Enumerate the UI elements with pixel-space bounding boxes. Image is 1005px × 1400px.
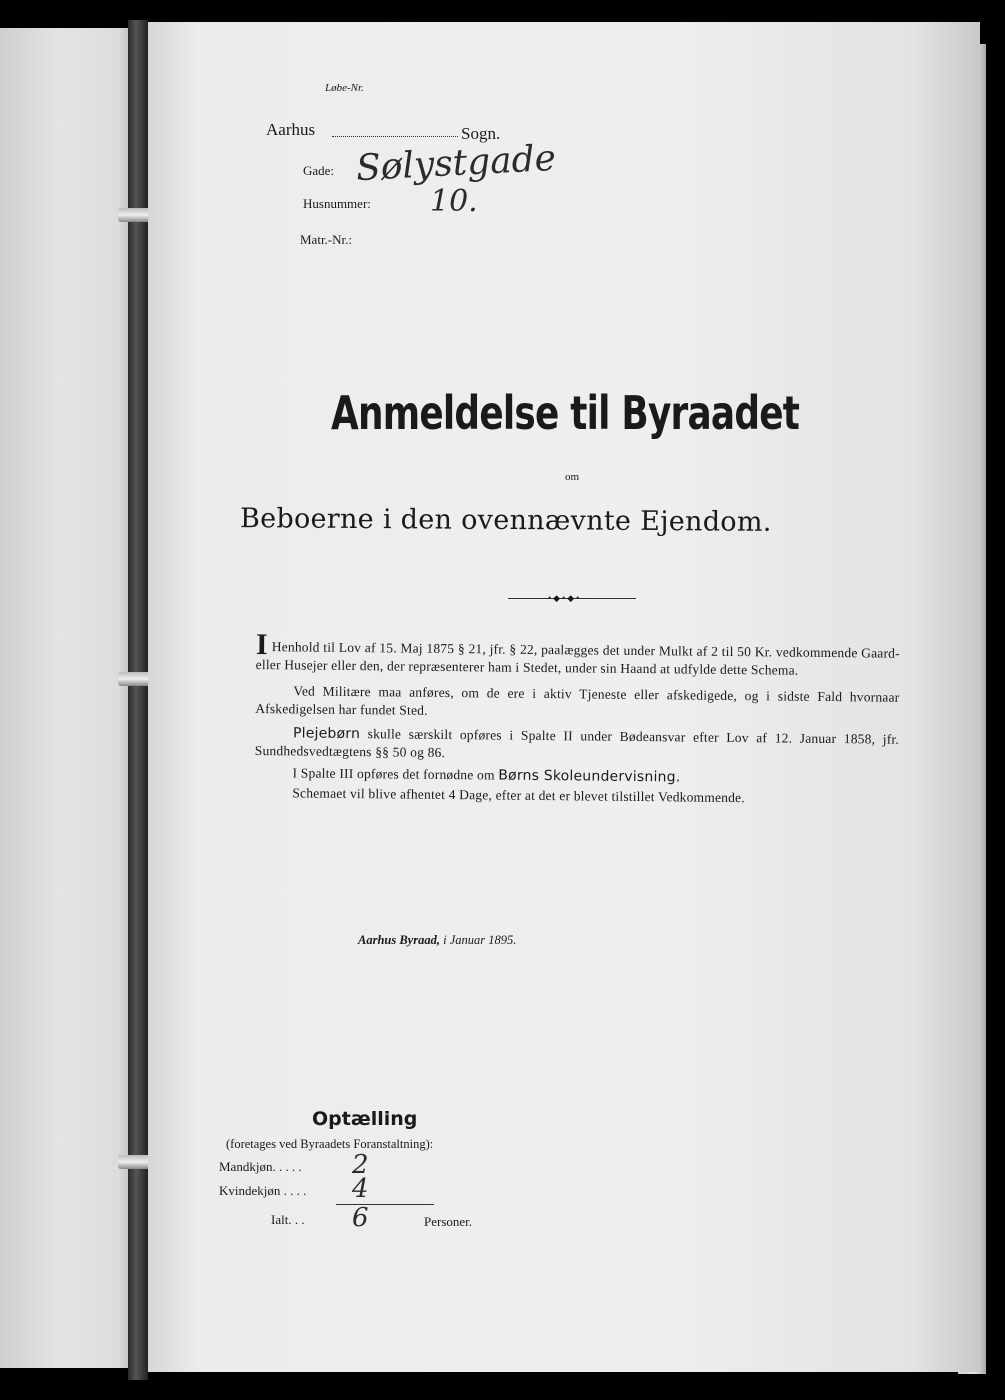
plejeborn-emphasis: Plejebørn	[292, 725, 361, 743]
paragraph-1-text: Henhold til Lov af 15. Maj 1875 § 21, jfr. § 22, paalægges det under Mulkt af 2 til 50 Kr. vedkommende Gaard- eller Husejer eller den, der repræsenterer ham i Stedet, under sin Haand at udfylde dette Schema.	[255, 639, 900, 678]
kvindekjon-value: 4	[352, 1174, 369, 1204]
count-title: Optælling	[312, 1108, 418, 1130]
ialt-value: 6	[352, 1203, 369, 1233]
skoleundervisning-emphasis: Børns Skoleundervisning.	[498, 767, 681, 786]
gade-label: Gade:	[303, 163, 335, 178]
gade-value: Sølystgade	[355, 137, 557, 190]
husnummer-value: 10.	[430, 184, 478, 219]
sogn-dotted-line	[332, 121, 458, 137]
count-subtitle: (foretages ved Byraadets Foranstaltning):	[226, 1137, 434, 1151]
loebe-nr-label: Løbe-Nr.	[325, 82, 364, 94]
om-label: om	[565, 471, 580, 483]
paragraph-5: Schemaet vil blive afhentet 4 Dage, efter at det er blevet tilstillet Vedkommende.	[292, 785, 745, 806]
signature-date: i Januar 1895.	[443, 933, 517, 947]
mandkjon-label: Mandkjøn. . . . .	[219, 1159, 302, 1174]
kvindekjon-label: Kvindekjøn . . . .	[219, 1183, 307, 1198]
paragraph-1	[255, 628, 900, 681]
sum-rule	[336, 1204, 434, 1205]
sogn-label: Sogn.	[461, 124, 501, 143]
husnummer-label: Husnummer:	[303, 196, 371, 211]
ialt-label: Ialt. . .	[271, 1212, 305, 1227]
mandkjon-value: 2	[352, 1150, 369, 1180]
page-subtitle: Beboerne i den ovennævnte Ejendom.	[239, 503, 772, 538]
signature-place: Aarhus Byraad,	[358, 933, 440, 947]
divider-ornament: •◆•◆•	[548, 593, 582, 603]
personer-label: Personer.	[424, 1214, 473, 1229]
paragraph-3-text: skulle særskilt opføres i Spalte II under Bødeansvar efter Lov af 12. Januar 1858, jfr. Sundhedsvedtægtens §§ 50 og 86.	[254, 726, 900, 760]
signature-line	[358, 933, 516, 948]
matr-nr-label: Matr.-Nr.:	[300, 232, 352, 247]
instructions-block	[254, 628, 900, 809]
paragraph-2: Ved Militære maa anføres, om de ere i aktiv Tjeneste eller afskedigede, og i sidste Fald hvornaar Afskedigelsen har fundet Sted.	[255, 683, 900, 718]
paragraph-3	[255, 724, 899, 767]
paragraph-4-text: I Spalte III opføres det fornødne om	[292, 765, 499, 783]
binder-spine	[128, 20, 148, 1380]
city-label: Aarhus	[266, 120, 316, 139]
page-title: Anmeldelse til Byraadet	[331, 386, 800, 440]
drop-initial: I	[255, 628, 268, 662]
